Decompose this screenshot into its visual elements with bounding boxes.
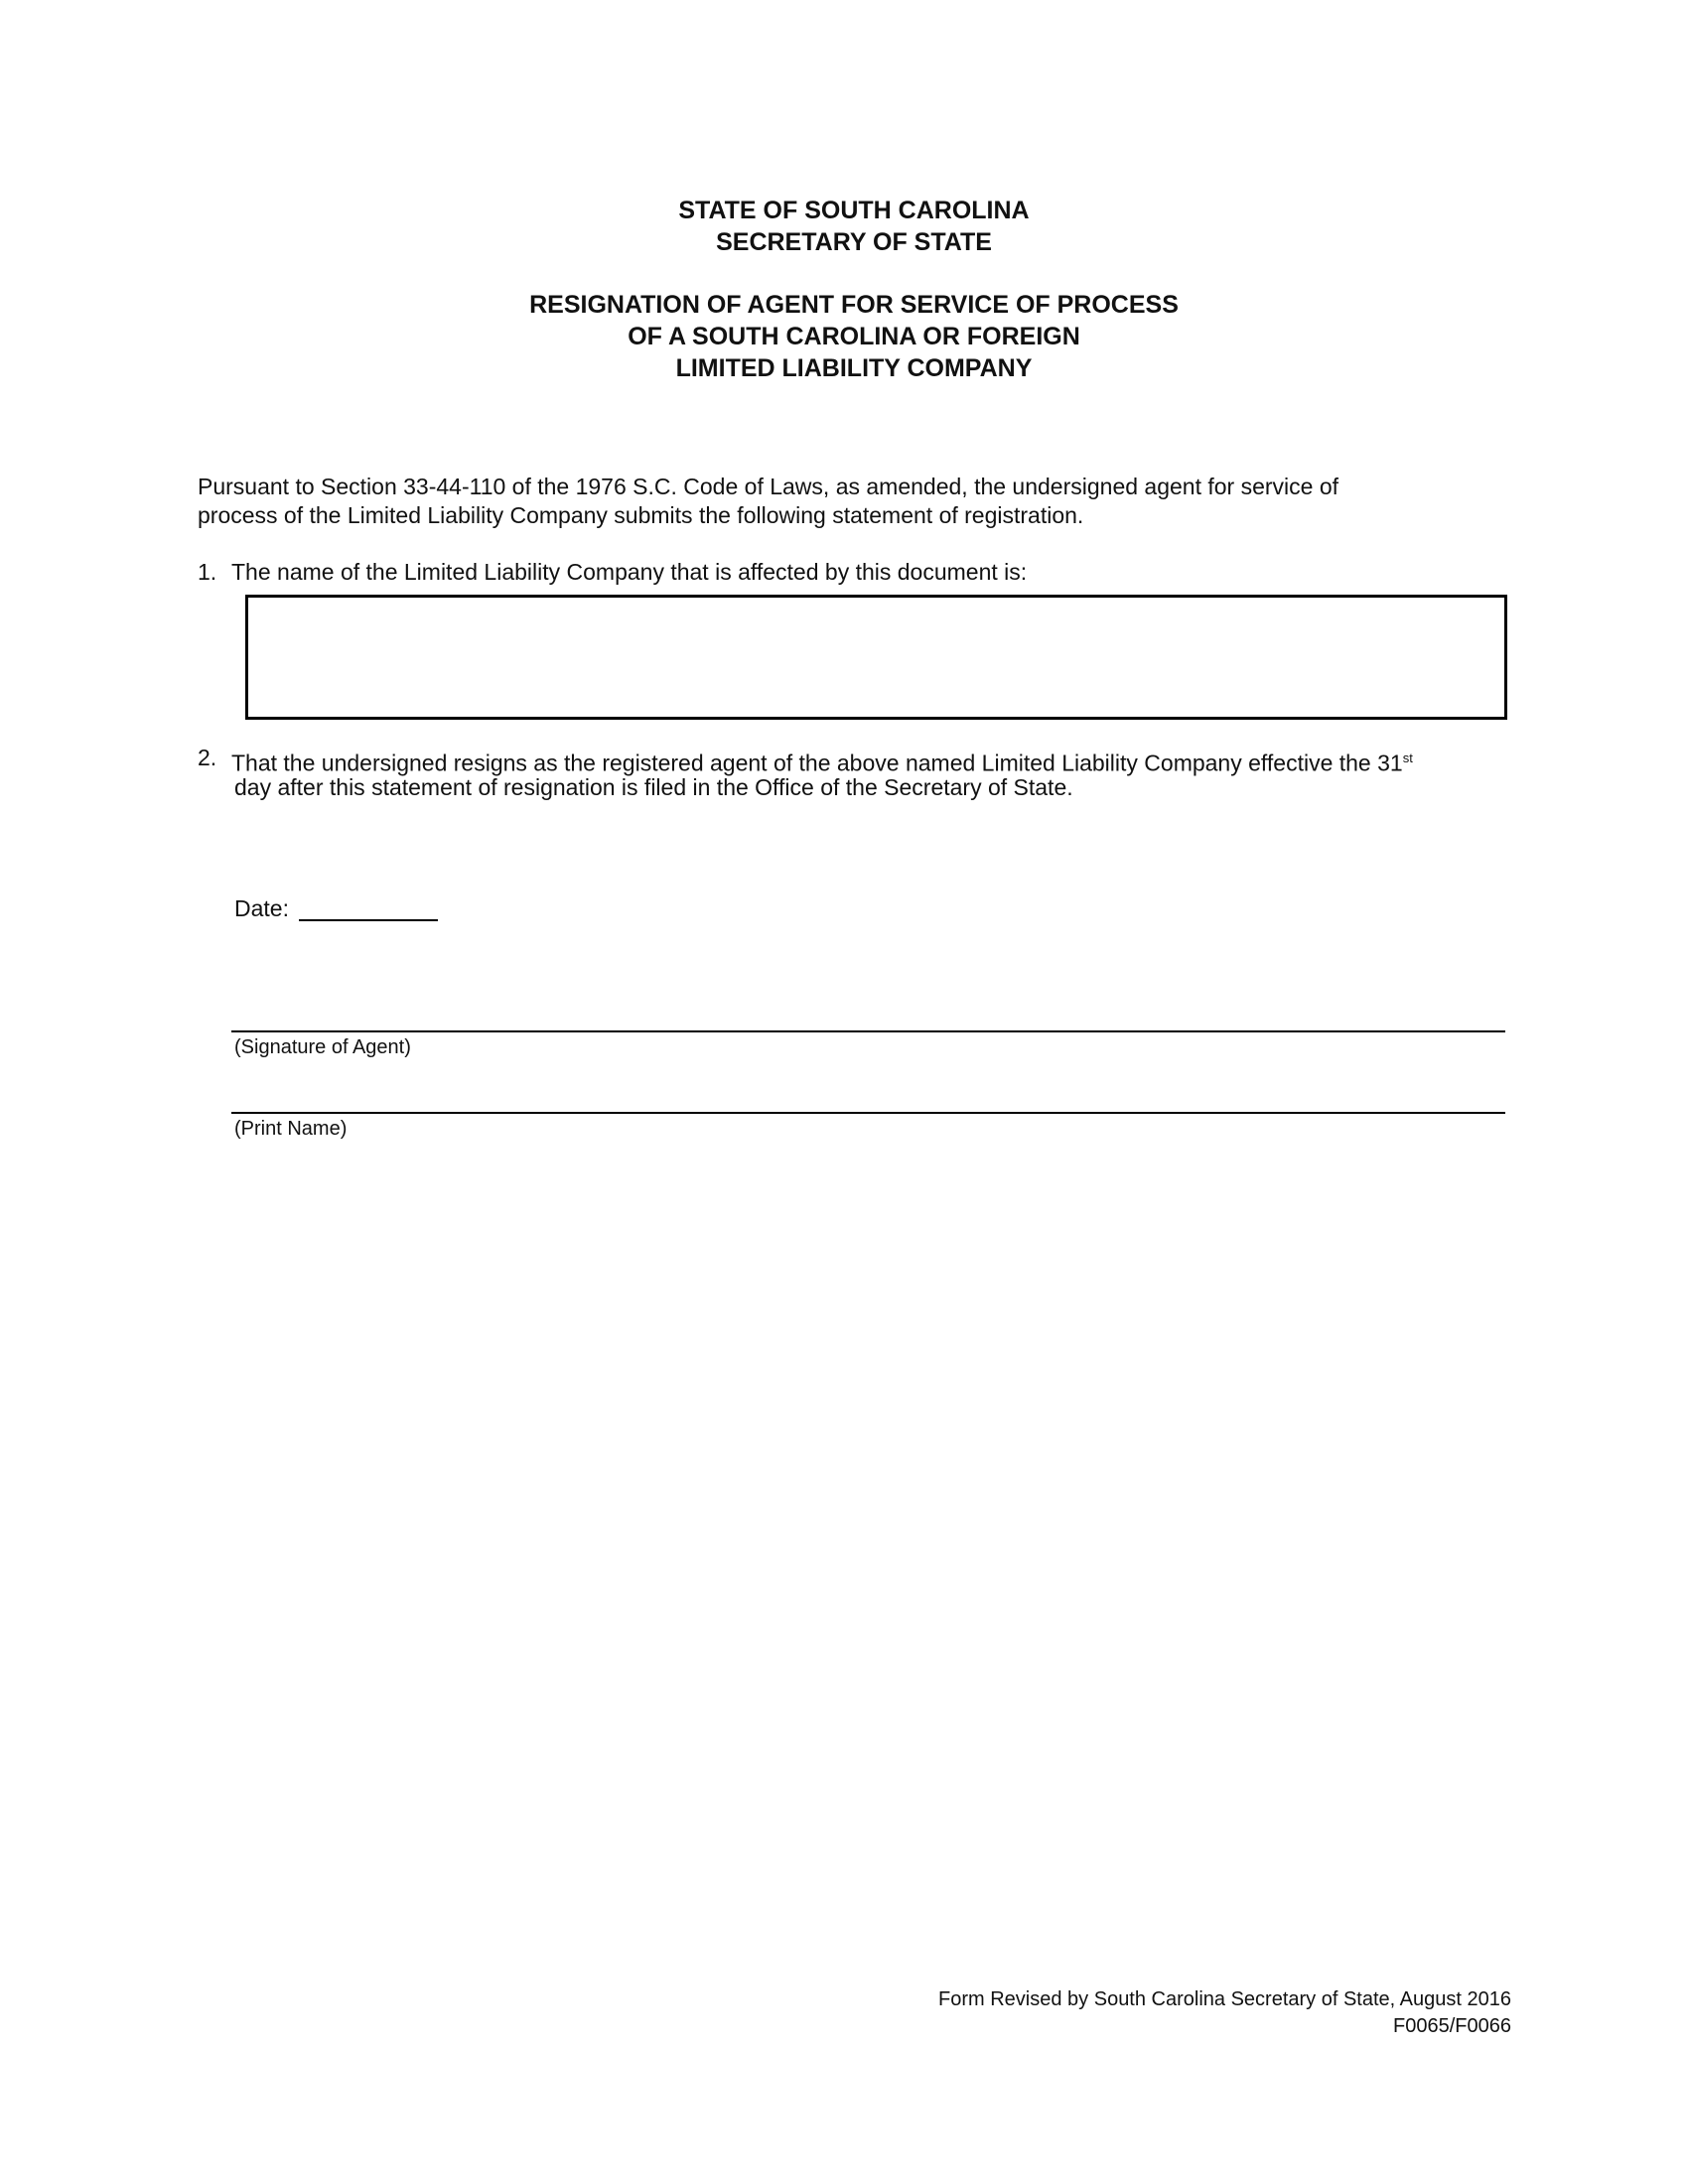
- item-1-number: 1.: [198, 559, 217, 585]
- print-name-label: (Print Name): [234, 1118, 348, 1140]
- signature-label: (Signature of Agent): [234, 1036, 411, 1058]
- secretary-heading: SECRETARY OF STATE: [716, 228, 992, 256]
- footer-revision: Form Revised by South Carolina Secretary of State, August 2016: [938, 1988, 1511, 2010]
- item-2-number: 2.: [198, 745, 217, 770]
- footer-form-number: F0065/F0066: [1393, 2015, 1511, 2037]
- intro-line-1: Pursuant to Section 33-44-110 of the 1976 S.C. Code of Laws, as amended, the undersigned agent for service of: [198, 474, 1339, 499]
- form-title-line-2: OF A SOUTH CAROLINA OR FOREIGN: [628, 323, 1080, 350]
- item-1-text: The name of the Limited Liability Company that is affected by this document is:: [231, 559, 1028, 585]
- ordinal-suffix: st: [1402, 751, 1413, 765]
- form-title-line-1: RESIGNATION OF AGENT FOR SERVICE OF PROCESS: [529, 291, 1179, 319]
- intro-line-2: process of the Limited Liability Company submits the following statement of registration.: [198, 502, 1084, 528]
- item-2-line-2: day after this statement of resignation is filed in the Office of the Secretary of State.: [234, 774, 1073, 800]
- date-field[interactable]: [299, 919, 438, 921]
- form-title-line-3: LIMITED LIABILITY COMPANY: [675, 354, 1033, 382]
- llc-name-field[interactable]: [245, 595, 1507, 720]
- state-heading: STATE OF SOUTH CAROLINA: [678, 197, 1030, 224]
- date-label: Date:: [234, 895, 289, 921]
- item-2-text: That the undersigned resigns as the registered agent of the above named Limited Liability Company effective the 31: [231, 750, 1403, 776]
- print-name-line[interactable]: [231, 1112, 1505, 1114]
- signature-line[interactable]: [231, 1030, 1505, 1032]
